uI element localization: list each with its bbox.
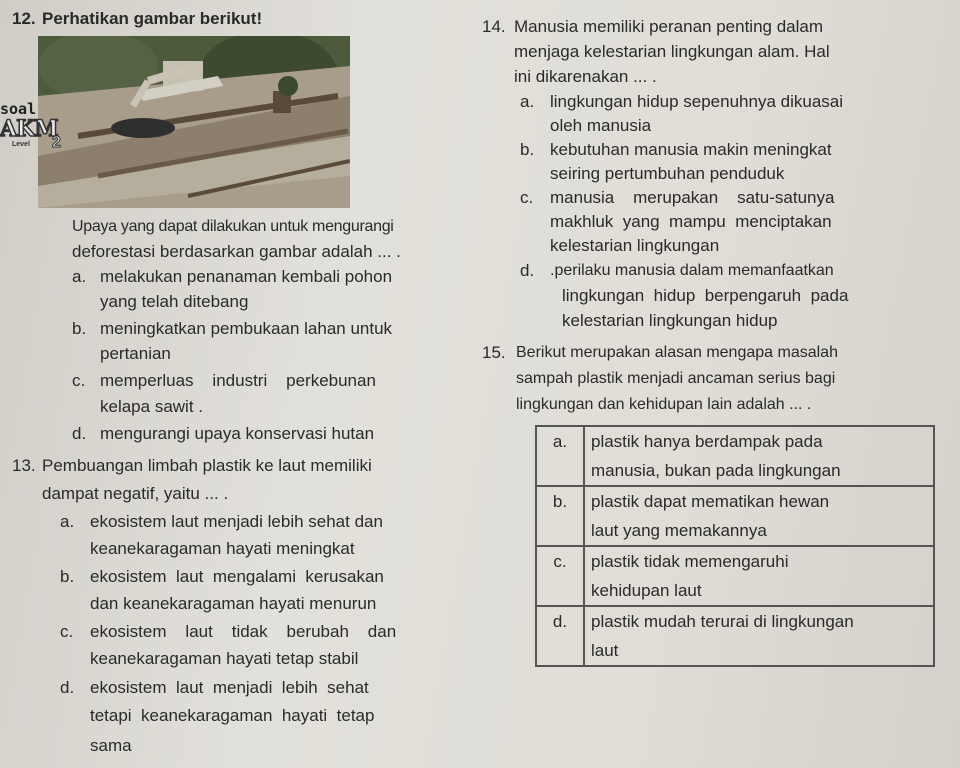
q13-option-c: ekosistem laut tidak berubah dan <box>90 622 397 641</box>
q14-option-a-label: a. <box>520 92 535 111</box>
q14-stem3: ini dikarenakan ... . <box>514 67 657 86</box>
q13-option-c-cont: keanekaragaman hayati tetap stabil <box>90 649 359 668</box>
q14-option-d-label: d. <box>520 261 535 280</box>
table-row <box>536 486 934 546</box>
q12-option-b: meningkatkan pembukaan lahan untuk <box>100 319 393 338</box>
q12-stem: Upaya yang dapat dilakukan untuk mengurangi <box>72 218 394 235</box>
q15-options-table <box>535 425 935 667</box>
q14-stem1: Manusia memiliki peranan penting dalam <box>514 17 823 36</box>
q12-option-c-label: c. <box>72 371 86 390</box>
q14-option-c: manusia merupakan satu-satunya <box>550 188 835 207</box>
q15-option-a-cell <box>584 426 934 486</box>
q14-option-b: kebutuhan manusia makin meningkat <box>550 140 832 159</box>
q15-option-b: plastik dapat mematikan hewan <box>591 492 830 511</box>
q12-stem2: deforestasi berdasarkan gambar adalah ... . <box>72 242 401 261</box>
q15-option-b-cell <box>584 486 934 546</box>
table-row <box>536 606 934 666</box>
q13-option-c-label: c. <box>60 622 74 641</box>
q13-number: 13. <box>12 456 36 475</box>
q15-option-d-cont: laut <box>591 641 619 660</box>
deforestation-photo <box>38 36 350 208</box>
q13-option-d: ekosistem laut menjadi lebih sehat <box>90 678 369 697</box>
q12-option-a-label: a. <box>72 267 87 286</box>
akm-level-number: 2 <box>52 134 61 151</box>
q14-option-c-cont: makhluk yang mampu menciptakan <box>550 212 832 231</box>
q12-number: 12. <box>12 9 36 28</box>
q14-stem2: menjaga kelestarian lingkungan alam. Hal <box>514 42 830 61</box>
q13-stem2: dampat negatif, yaitu ... . <box>42 484 229 503</box>
q15-option-b-cont: laut yang memakannya <box>591 521 767 540</box>
q12-option-c: memperluas industri perkebunan <box>100 371 376 390</box>
q15-option-d-cell <box>584 606 934 666</box>
q12-option-a: melakukan penanaman kembali pohon <box>100 267 393 286</box>
q15-option-a-cont: manusia, bukan pada lingkungan <box>591 461 841 480</box>
q12-option-b-label: b. <box>72 319 87 338</box>
q14-option-c-cont2: kelestarian lingkungan <box>550 236 720 255</box>
q12-option-d-label: d. <box>72 424 87 443</box>
q15-stem1: Berikut merupakan alasan mengapa masalah <box>516 344 838 361</box>
q14-option-d-cont: lingkungan hidup berpengaruh pada <box>562 286 849 305</box>
q14-option-d: .perilaku manusia dalam memanfaatkan <box>550 262 834 279</box>
akm-level-text: Level <box>12 141 30 148</box>
q13-option-a: ekosistem laut menjadi lebih sehat dan <box>90 512 383 531</box>
q15-option-c-cont: kehidupan laut <box>591 581 702 600</box>
q13-option-d-cont: tetapi keanekaragaman hayati tetap <box>90 706 375 725</box>
q14-option-b-cont: seiring pertumbuhan penduduk <box>550 164 785 183</box>
akm-soal-text: soal <box>0 100 37 118</box>
q15-option-d: plastik mudah terurai di lingkungan <box>591 612 854 631</box>
q13-option-d-label: d. <box>60 678 75 697</box>
table-row <box>536 546 934 606</box>
q13-option-b-cont: dan keanekaragaman hayati menurun <box>90 594 377 613</box>
q15-option-c-label: c. <box>536 546 584 606</box>
q13-option-d-cont2: sama <box>90 736 132 755</box>
q14-option-d-cont2: kelestarian lingkungan hidup <box>562 311 778 330</box>
q14-option-a: lingkungan hidup sepenuhnya dikuasai <box>550 92 844 111</box>
q14-number: 14. <box>482 17 506 36</box>
q14-option-a-cont: oleh manusia <box>550 116 652 135</box>
q15-option-c-cell <box>584 546 934 606</box>
excavator-image <box>38 36 350 208</box>
q15-stem3: lingkungan dan kehidupan lain adalah ... . <box>516 396 812 413</box>
q15-option-a-label: a. <box>536 426 584 486</box>
akm-big-text: AKM <box>0 116 58 142</box>
q12-option-c-cont: kelapa sawit . <box>100 397 203 416</box>
q12-option-d: mengurangi upaya konservasi hutan <box>100 424 375 443</box>
akm-logo <box>0 100 70 160</box>
q13-option-b-label: b. <box>60 567 75 586</box>
q12-option-b-cont: pertanian <box>100 344 171 363</box>
q12-prompt: Perhatikan gambar berikut! <box>42 9 263 28</box>
q15-option-d-label: d. <box>536 606 584 666</box>
q12-option-a-cont: yang telah ditebang <box>100 292 249 311</box>
q14-option-c-label: c. <box>520 188 534 207</box>
q14-option-b-label: b. <box>520 140 535 159</box>
q15-option-a: plastik hanya berdampak pada <box>591 432 823 451</box>
q15-option-c: plastik tidak memengaruhi <box>591 552 789 571</box>
table-row <box>536 426 934 486</box>
q13-stem: Pembuangan limbah plastik ke laut memiliki <box>42 456 372 475</box>
q15-option-b-label: b. <box>536 486 584 546</box>
q15-number: 15. <box>482 343 506 362</box>
q13-option-a-label: a. <box>60 512 75 531</box>
q13-option-b: ekosistem laut mengalami kerusakan <box>90 567 384 586</box>
q15-stem2: sampah plastik menjadi ancaman serius bagi <box>516 370 836 387</box>
q13-option-a-cont: keanekaragaman hayati meningkat <box>90 539 355 558</box>
